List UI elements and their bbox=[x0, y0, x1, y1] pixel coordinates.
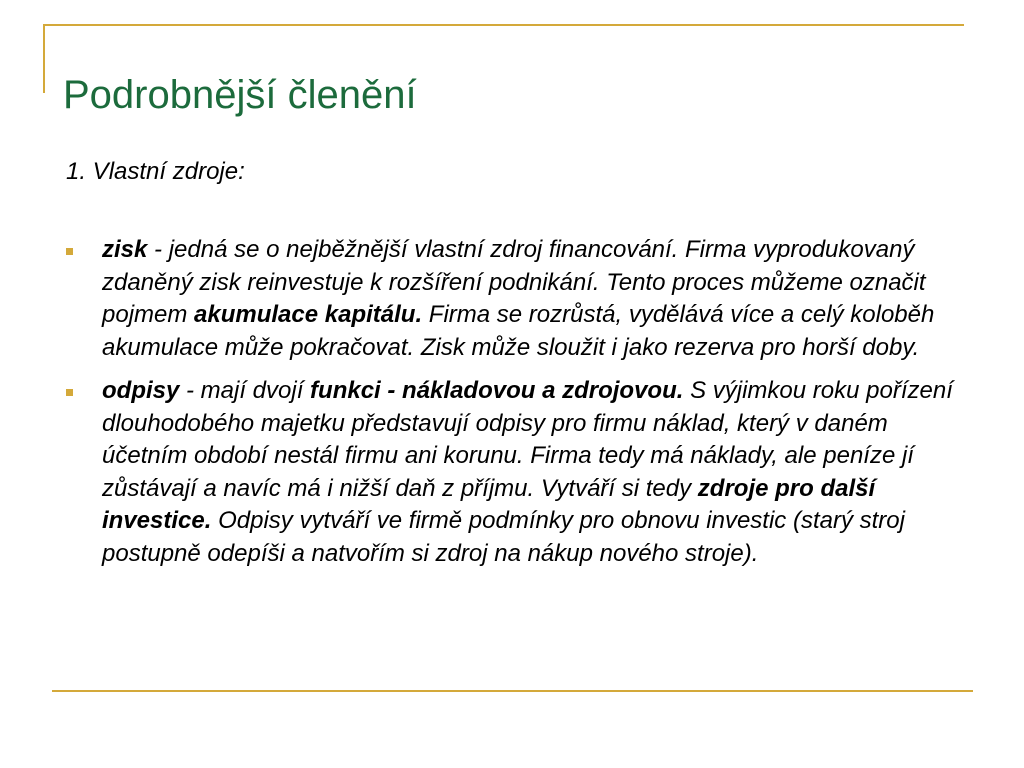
square-bullet-icon bbox=[66, 389, 73, 396]
bullet-item-odpisy bbox=[64, 375, 974, 570]
bullet-text: - mají dvojí bbox=[179, 377, 311, 404]
bullet-text: - jedná se o nejběžnější vlastní zdroj financování. Firma vyprodukovaný zdaněný zisk reinvestuje k rozšíření podnikání. Tento proces můžeme označit pojmem bbox=[102, 236, 926, 328]
bullet-text: Firma se rozrůstá, vydělává více a celý koloběh akumulace může pokračovat. Zisk může sloužit i jako rezerva pro horší doby. bbox=[102, 301, 935, 361]
slide-title: Podrobnější členění bbox=[63, 73, 417, 117]
bullet-emphasis: akumulace kapitálu. bbox=[194, 301, 423, 328]
bullet-emphasis: zdroje pro další investice. bbox=[102, 474, 876, 534]
section-heading: 1. Vlastní zdroje: bbox=[66, 158, 245, 185]
top-divider-line bbox=[43, 24, 964, 26]
bullet-term: odpisy bbox=[102, 377, 180, 404]
bullet-item-zisk bbox=[64, 234, 974, 364]
square-bullet-icon bbox=[66, 248, 73, 255]
bullet-emphasis: funkci - nákladovou a zdrojovou. bbox=[310, 377, 684, 404]
bullet-term: zisk bbox=[102, 236, 148, 263]
bullet-text: S výjimkou roku pořízení dlouhodobého majetku představují odpisy pro firmu náklad, který v daném účetním období nestál firmu ani korunu. Firma tedy má náklady, ale peníze jí zůstávají a navíc má i nižší daň z příjmu. Vytváří si tedy bbox=[102, 377, 953, 502]
left-accent-line bbox=[43, 24, 45, 93]
bullet-text: Odpisy vytváří ve firmě podmínky pro obnovu investic (starý stroj postupně odepíši a natvořím si zdroj na nákup nového stroje). bbox=[102, 507, 905, 567]
bullet-list bbox=[64, 234, 974, 570]
bottom-divider-line bbox=[52, 690, 973, 692]
